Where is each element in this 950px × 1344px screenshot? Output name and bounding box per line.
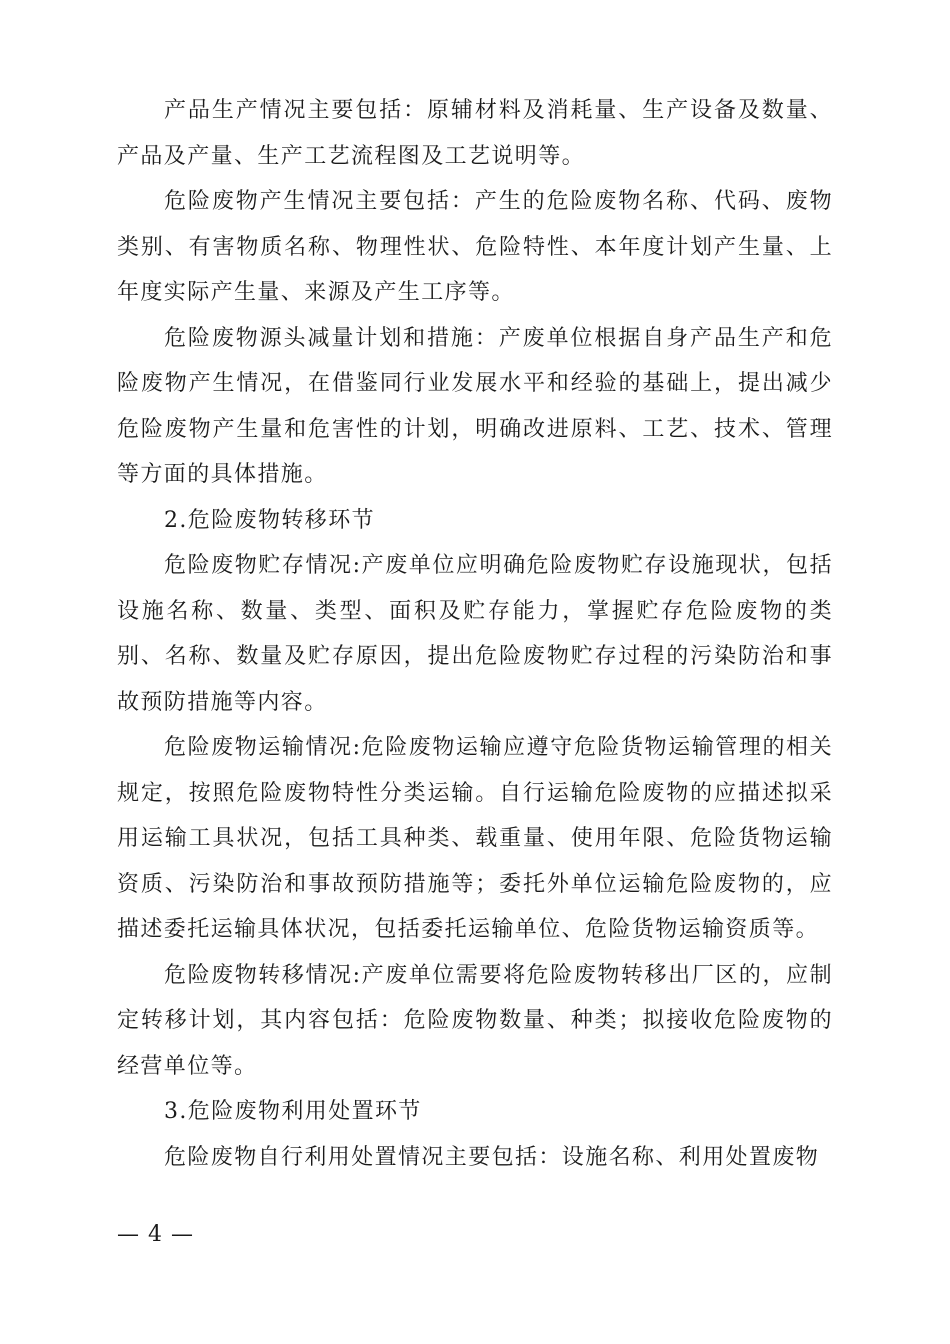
paragraph-source-reduction: 危险废物源头减量计划和措施：产废单位根据自身产品生产和危险废物产生情况，在借鉴同行业发展水平和经验的基础上，提出减少危险废物产生量和危害性的计划，明确改进原料、工艺、技术、管理等方面的具体措施。 [117,325,833,487]
paragraph-transfer: 危险废物转移情况:产废单位需要将危险废物转移出厂区的，应制定转移计划，其内容包括：危险废物数量、种类；拟接收危险废物的经营单位等。 [117,962,833,1079]
section-heading-transfer: 2.危险废物转移环节 [164,507,375,533]
section-heading-utilization: 3.危险废物利用处置环节 [164,1099,422,1124]
paragraph-product-production: 产品生产情况主要包括：原辅材料及消耗量、生产设备及数量、产品及产量、生产工艺流程图及工艺说明等。 [117,98,833,169]
document-body [117,88,833,1180]
paragraph-storage: 危险废物贮存情况:产废单位应明确危险废物贮存设施现状，包括设施名称、数量、类型、面积及贮存能力，掌握贮存危险废物的类别、名称、数量及贮存原因，提出危险废物贮存过程的污染防治和事故预防措施等内容。 [117,553,833,715]
paragraph-self-utilization: 危险废物自行利用处置情况主要包括：设施名称、利用处置废物 [164,1144,820,1170]
paragraph-waste-generation: 危险废物产生情况主要包括：产生的危险废物名称、代码、废物类别、有害物质名称、物理性状、危险特性、本年度计划产生量、上年度实际产生量、来源及产生工序等。 [117,189,833,305]
paragraph-transport: 危险废物运输情况:危险废物运输应遵守危险货物运输管理的相关规定，按照危险废物特性分类运输。自行运输危险废物的应描述拟采用运输工具状况，包括工具种类、载重量、使用年限、危险货物运输资质、污染防治和事故预防措施等；委托外单位运输危险废物的，应描述委托运输具体状况，包括委托运输单位、危险货物运输资质等。 [117,735,833,942]
page-number: — 4 — [117,1222,194,1247]
